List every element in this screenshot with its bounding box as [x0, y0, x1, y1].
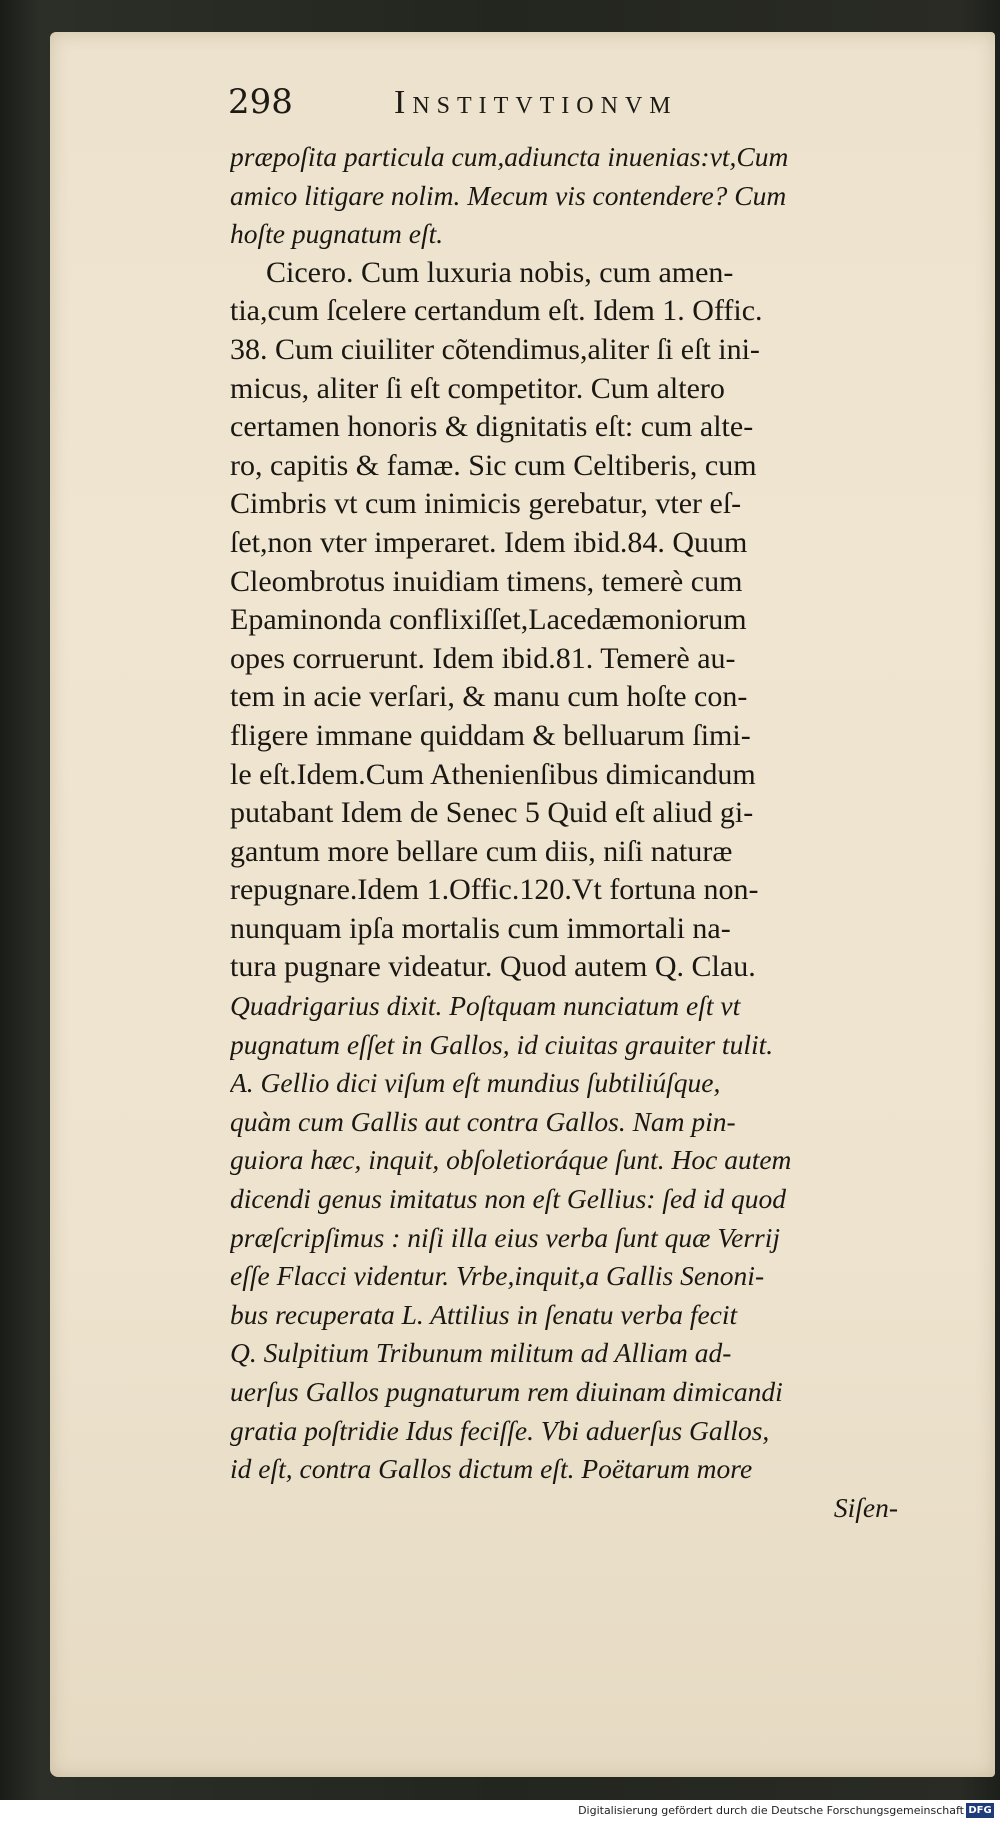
text-line: Siſen- [833, 1491, 898, 1523]
text-line: eſſe Flacci videntur. Vrbe,inquit,a Gallis Senoni- [230, 1260, 765, 1292]
text-line: Q. Sulpitium Tribunum militum ad Alliam ad- [230, 1337, 732, 1369]
text-line: tia,cum ſcelere certandum eſt. Idem 1. Offic. [230, 294, 763, 328]
text-line: hoſte pugnatum eſt. [230, 218, 444, 250]
text-line: tem in acie verſari, & manu cum hoſte con- [230, 680, 748, 714]
text-line: nunquam ipſa mortalis cum immortali na- [230, 911, 731, 945]
text-line: micus, aliter ſi eſt competitor. Cum altero [230, 371, 725, 405]
text-line: amico litigare nolim. Mecum vis contendere? Cum [230, 179, 787, 211]
text-line: Quadrigarius dixit. Poſtquam nunciatum eſt vt [230, 990, 741, 1022]
text-line: le eſt.Idem.Cum Athenienſibus dimicandum [230, 757, 756, 791]
text-line: præpoſita particula cum,adiuncta inuenias:vt,Cum [230, 141, 789, 172]
text-line: uerſus Gallos pugnaturum rem diuinam dimicandi [230, 1376, 783, 1407]
text-line: ro, capitis & famæ. Sic cum Celtiberis, cum [230, 448, 757, 482]
text-line: guiora hæc, inquit, obſoletioráque ſunt. Hoc autem [230, 1144, 792, 1176]
text-line: quàm cum Gallis aut contra Gallos. Nam pin- [230, 1105, 736, 1137]
text-line: dicendi genus imitatus non eſt Gellius: ſed id quod [230, 1183, 787, 1215]
text-line: gratia poſtridie Idus feciſſe. Vbi aduerſus Gallos, [230, 1414, 770, 1446]
text-line: certamen honoris & dignitatis eſt: cum alte- [230, 410, 754, 444]
text-line: pugnatum eſſet in Gallos, id ciuitas grauiter tulit. [230, 1028, 774, 1060]
text-line: A. Gellio dici viſum eſt mundius ſubtiliúſque, [230, 1067, 721, 1099]
text-line: bus recuperata L. Attilius in ſenatu verba fecit [230, 1298, 738, 1330]
text-line: putabant Idem de Senec 5 Quid eſt aliud gi- [230, 796, 754, 830]
text-line: 38. Cum ciuiliter cõtendimus,aliter ſi eſt ini- [230, 332, 760, 366]
text-line: fligere immane quiddam & belluarum ſimi- [230, 718, 751, 752]
page-header [228, 82, 768, 132]
text-line: id eſt, contra Gallos dictum eſt. Poëtarum more [230, 1453, 753, 1485]
page-number: 298 [228, 82, 293, 122]
running-head: Institvtionvm [394, 84, 678, 121]
text-line: repugnare.Idem 1.Offic.120.Vt fortuna non- [230, 873, 759, 907]
text-line: tura pugnare videatur. Quod autem Q. Clau. [230, 950, 756, 984]
text-line: Epaminonda conflixiſſet,Lacedæmoniorum [230, 603, 747, 637]
text-line: Cimbris vt cum inimicis gerebatur, vter eſ- [230, 487, 742, 521]
text-line: Cicero. Cum luxuria nobis, cum amen- [266, 255, 734, 289]
body-text [230, 138, 910, 1527]
text-line: ſet,non vter imperaret. Idem ibid.84. Quum [230, 525, 748, 559]
text-line: opes corruerunt. Idem ibid.81. Temerè au- [230, 641, 736, 675]
footer-credit: Digitalisierung gefördert durch die Deutsche Forschungsgemeinschaft [578, 1804, 964, 1817]
text-line: gantum more bellare cum diis, niſi naturæ [230, 834, 733, 868]
footer-bar [0, 1800, 1000, 1822]
text-line: Cleombrotus inuidiam timens, temerè cum [230, 564, 743, 598]
dfg-logo: DFG [966, 1803, 994, 1818]
text-line: præſcripſimus : niſi illa eius verba ſunt quæ Verrij [230, 1221, 780, 1253]
